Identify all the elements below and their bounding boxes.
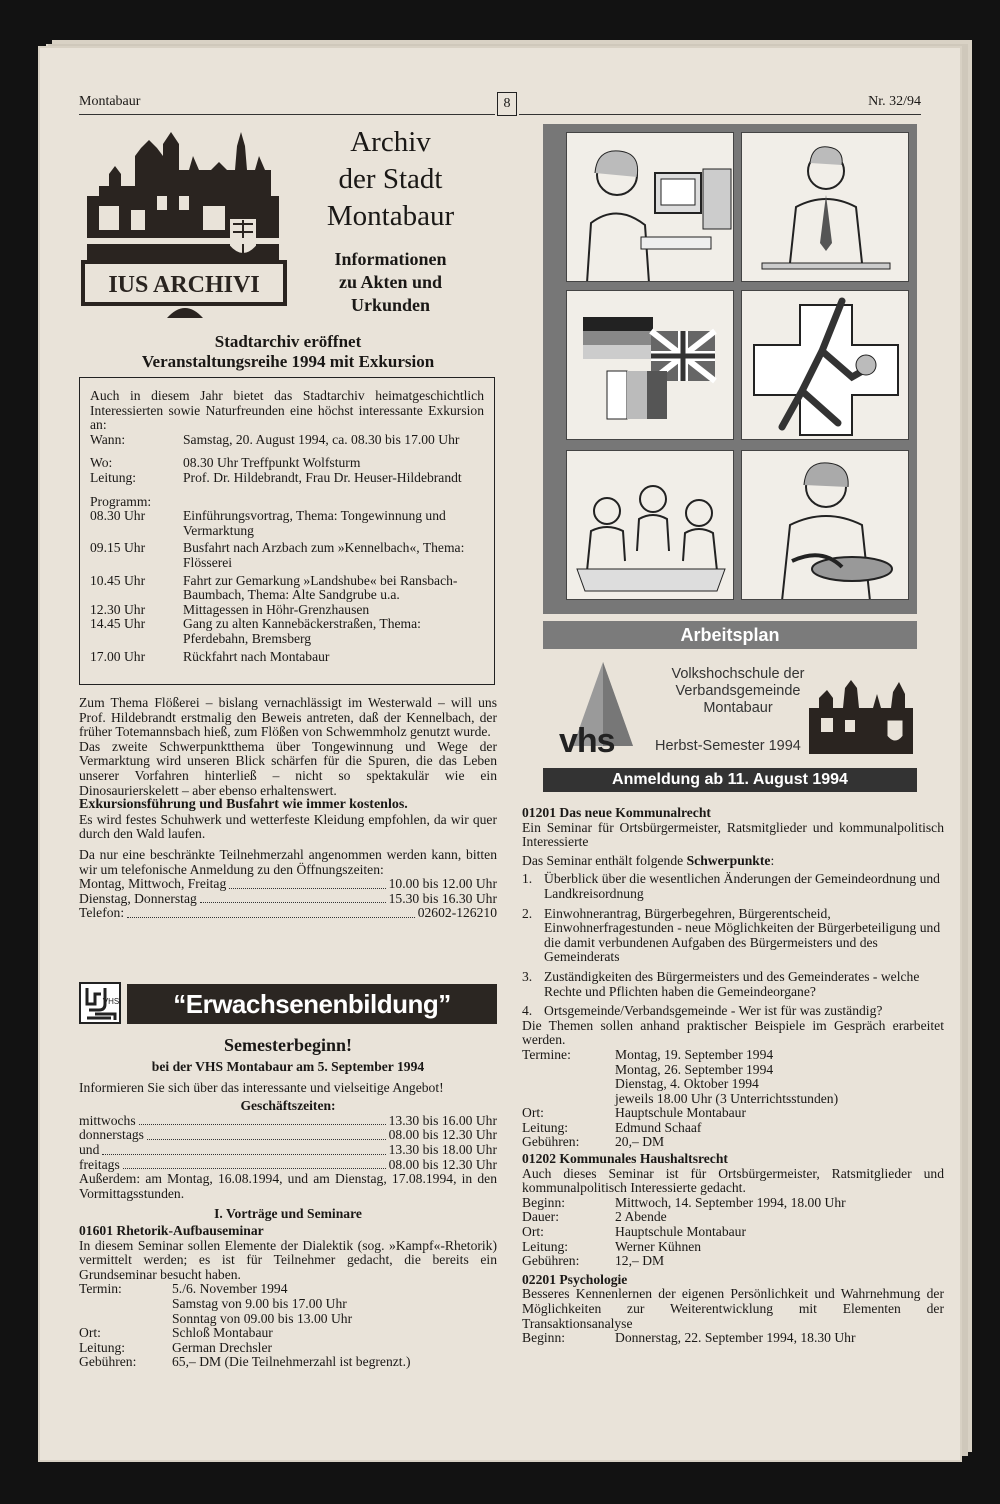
gz-row (79, 1114, 497, 1129)
programm-time: 08.30 Uhr (90, 508, 146, 524)
course-value: Werner Kühnen (615, 1238, 702, 1254)
course-row (522, 1106, 944, 1121)
course-row (522, 1048, 944, 1063)
vhs-name-line: Verbandsgemeinde (675, 683, 801, 699)
course-key: Termine: (522, 1046, 571, 1062)
archive-article-body (79, 696, 497, 921)
archive-subtitle-line: zu Akten und (338, 272, 443, 292)
course-title: 01201 Das neue Kommunalrecht (522, 805, 711, 820)
topic-item (522, 872, 944, 901)
panel-computer-worker (566, 132, 734, 282)
hours-row (79, 877, 497, 892)
vhs-icon (79, 982, 121, 1024)
programm-row (90, 541, 484, 570)
topic-item (522, 970, 944, 999)
course-description: Ein Seminar für Ortsbürgermeister, Ratsmitglieder und kommunalpolitisch Interessierte (522, 819, 944, 850)
panel-group-meeting (566, 450, 734, 600)
topic-number: 4. (522, 1003, 533, 1019)
course-row (522, 1254, 944, 1269)
eb-intro: Informieren Sie sich über das interessante und vielseitige Angebot! (79, 1079, 444, 1095)
hours-day: Telefon: (79, 905, 125, 921)
programm-time: 14.45 Uhr (90, 616, 146, 632)
phone-number: 02602-126210 (417, 905, 497, 921)
course-value: Sonntag von 09.00 bis 13.00 Uhr (172, 1310, 353, 1326)
box-row (90, 456, 484, 471)
course-row (522, 1121, 944, 1136)
course-row (522, 1077, 944, 1092)
course-key (522, 1063, 615, 1078)
course-intro-colon: : (770, 852, 775, 868)
programm-time: 10.45 Uhr (90, 572, 146, 588)
course-value: 12,– DM (615, 1253, 665, 1269)
excursion-box (79, 377, 495, 685)
vhs-icon-text: VHS (102, 997, 119, 1006)
box-key: Wann: (90, 431, 126, 447)
course-value: Mittwoch, 14. September 1994, 18.00 Uhr (615, 1194, 846, 1210)
topic-list (522, 872, 944, 1018)
eb-article (79, 1034, 497, 1370)
programm-row (90, 574, 484, 603)
programm-item: Rückfahrt nach Montabaur (183, 648, 330, 664)
course-value: Hauptschule Montabaur (615, 1224, 746, 1240)
course-value: Schloß Montabaur (172, 1325, 273, 1341)
vhs-name (643, 666, 833, 717)
course-row (522, 1196, 944, 1211)
semester-subheading: bei der VHS Montabaur am 5. September 1994 (151, 1059, 425, 1074)
article-paragraph: Da nur eine beschränkte Teilnehmerzahl angenommen werden kann, bitten wir um telefonische Anmeldung zu den Öffnungszeiten: (79, 846, 497, 877)
course-key: Beginn: (522, 1194, 566, 1210)
course-value: Donnerstag, 22. September 1994, 18.30 Uhr (615, 1330, 856, 1346)
archive-subtitle-line: Informationen (334, 249, 447, 269)
article-paragraph: Das zweite Schwerpunktthema über Tongewinnung und Wege der Vermarktung wird unseren Blick schärfen für die Spuren, die das Leben unserer Vorfahren hinterließ – nicht so spektakulär wie ein Dinosaurierskelett – aber ebenso erhaltenswert. (79, 738, 497, 798)
course-key (79, 1297, 172, 1312)
hours-time: 15.30 bis 16.30 Uhr (388, 890, 497, 906)
box-row (90, 471, 484, 486)
programm-row (90, 603, 484, 618)
header-town: Montabaur (79, 94, 141, 109)
gz-time: 08.00 bis 12.30 Uhr (388, 1156, 497, 1172)
course-row (522, 1225, 944, 1240)
course-value: Montag, 19. September 1994 (615, 1046, 774, 1062)
hours-day: Montag, Mittwoch, Freitag (79, 876, 227, 892)
topic-item (522, 907, 944, 965)
course-description: In diesem Seminar sollen Elemente der Dialektik (sog. »Kampf«-Rhetorik) vermittelt werden; es ist für Teilnehmer gedacht, die bereits ein Grundseminar besucht haben. (79, 1237, 497, 1282)
gz-title: Geschäftszeiten: (240, 1098, 336, 1114)
course-value: 2 Abende (615, 1209, 667, 1225)
programm-row (90, 617, 484, 646)
topic-number: 3. (522, 968, 533, 984)
course-value: Dienstag, 4. Oktober 1994 (615, 1076, 759, 1092)
panel-businessman (741, 132, 909, 282)
topic-text: Zuständigkeiten des Bürgermeisters und des Gemeinderates - welche Rechte und Pflichten haben die Gemeindeorgane? (544, 968, 920, 999)
course-row (79, 1341, 497, 1356)
gz-time: 08.00 bis 12.30 Uhr (388, 1127, 497, 1143)
course-value: Samstag von 9.00 bis 17.00 Uhr (172, 1295, 347, 1311)
panel-cook (741, 450, 909, 600)
vhs-box (543, 654, 917, 766)
programm-label: Programm: (90, 493, 152, 509)
course-key (522, 1077, 615, 1092)
ius-archivi-logo (79, 126, 291, 318)
course-key (79, 1312, 172, 1327)
programm-row (90, 509, 484, 538)
topic-item (522, 1004, 944, 1019)
course-key: Gebühren: (522, 1134, 580, 1150)
vhs-name-line: Montabaur (703, 700, 773, 716)
course-intro-bold: Schwerpunkte (686, 852, 771, 868)
course-key: Leitung: (79, 1339, 126, 1355)
course-title: 01202 Kommunales Haushaltsrecht (522, 1151, 728, 1167)
course-description: Auch dieses Seminar ist für Ortsbürgermeister, Ratsmitglieder und kommunalpolitisch Interessierte gedacht. (522, 1165, 944, 1196)
course-value: Montag, 26. September 1994 (615, 1061, 774, 1077)
article-bold-line: Exkursionsführung und Busfahrt wie immer kostenlos. (79, 797, 408, 813)
programm-item: Fahrt zur Gemarkung »Landshube« bei Ransbach-Baumbach, Thema: Alte Sandgrube u.a. (183, 572, 458, 603)
archive-title-line: der Stadt (338, 163, 443, 195)
gz-day: und (79, 1141, 100, 1157)
course-row (522, 1135, 944, 1150)
course-after: Die Themen sollen anhand praktischer Beispiele im Gespräch erarbeitet werden. (522, 1017, 944, 1048)
vhs-name-line: Volkshochschule der (671, 666, 805, 682)
course-key: Termin: (79, 1281, 122, 1297)
course-row (522, 1063, 944, 1078)
programm-item: Busfahrt nach Arzbach zum »Kennelbach«, Thema: Flösserei (183, 540, 465, 570)
course-row (79, 1326, 497, 1341)
programm-time: 12.30 Uhr (90, 601, 146, 617)
semester-label: Herbst-Semester 1994 (655, 738, 801, 754)
course-value: Edmund Schaaf (615, 1119, 702, 1135)
hours-time: 10.00 bis 12.00 Uhr (388, 876, 497, 892)
box-intro: Auch in diesem Jahr bietet das Stadtarchiv heimatgeschichtlich Interessierten sowie Naturfreunden eine höchst interessante Exkursion an: (90, 388, 484, 433)
box-key: Leitung: (90, 469, 137, 485)
headline-line: Veranstaltungsreihe 1994 mit Exkursion (141, 352, 435, 371)
banner-title: “Erwachsenenbildung” (127, 984, 497, 1024)
arbeitsplan-illustration (543, 124, 917, 614)
box-row (90, 433, 484, 448)
hours-day: Dienstag, Donnerstag (79, 890, 197, 906)
course-value: 5./6. November 1994 (172, 1281, 288, 1297)
course-intro (522, 854, 944, 869)
topic-number: 2. (522, 905, 533, 921)
hours-row (79, 906, 497, 921)
vhs-logo-text: vhs (559, 722, 615, 760)
panel-gymnastics (741, 290, 909, 440)
box-value: 08.30 Uhr Treffpunkt Wolfsturm (183, 455, 361, 471)
course-key: Ort: (79, 1325, 101, 1341)
course-row (79, 1297, 497, 1312)
programm-time: 17.00 Uhr (90, 648, 146, 664)
topic-text: Überblick über die wesentlichen Änderungen der Gemeindeordnung und Landkreisordnung (544, 871, 940, 901)
gz-time: 13.30 bis 16.00 Uhr (388, 1112, 497, 1128)
box-value: Prof. Dr. Hildebrandt, Frau Dr. Heuser-Hildebrandt (183, 469, 462, 485)
course-row (522, 1210, 944, 1225)
course-row (79, 1312, 497, 1327)
gz-row (79, 1158, 497, 1173)
gz-time: 13.30 bis 18.00 Uhr (388, 1141, 497, 1157)
course-row (522, 1092, 944, 1107)
course-intro-text: Das Seminar enthält folgende (522, 852, 687, 868)
logo-text: IUS ARCHIVI (108, 272, 260, 298)
programm-item: Mittagessen in Höhr-Grenzhausen (183, 601, 370, 617)
header-rule-right (519, 114, 921, 115)
archive-title-line: Montabaur (326, 200, 455, 232)
panel-flags (566, 290, 734, 440)
topic-text: Einwohnerantrag, Bürgerbegehren, Bürgerentscheid, Einwohnerfragestunden - neue Möglichkeiten der Bürgerbeteiligung und die damit verbundenen Aufgaben des Bürgermeisters und des Gemeinderats (544, 905, 941, 965)
archive-title (298, 124, 483, 235)
course-title: 02201 Psychologie (522, 1271, 628, 1287)
archive-subtitle-line: Urkunden (350, 295, 431, 315)
course-value: 65,– DM (Die Teilnehmerzahl ist begrenzt.) (172, 1354, 411, 1370)
programm-item: Gang zu alten Kannebäckerstraßen, Thema: Pferdebahn, Bremsberg (183, 616, 421, 646)
anmeldung-bar: Anmeldung ab 11. August 1994 (543, 768, 917, 792)
course-value: Hauptschule Montabaur (615, 1105, 746, 1121)
gz-day: mittwochs (79, 1112, 136, 1128)
header-issue: Nr. 32/94 (868, 94, 921, 109)
gz-row (79, 1128, 497, 1143)
page-number: 8 (497, 92, 517, 116)
programm-row (90, 650, 484, 665)
course-key: Leitung: (522, 1238, 569, 1254)
programm-time: 09.15 Uhr (90, 540, 146, 556)
course-key: Gebühren: (522, 1253, 580, 1269)
course-row (79, 1282, 497, 1297)
erwachsenenbildung-banner (79, 982, 497, 1028)
course-key (522, 1092, 615, 1107)
gz-day: freitags (79, 1156, 120, 1172)
box-key: Wo: (90, 455, 113, 471)
hours-row (79, 892, 497, 907)
article-paragraph: Zum Thema Flößerei – bislang vernachlässigt im Westerwald – will uns Prof. Hildebrandt erstmalig den Beweis antreten, daß der Kennelbach, der früher Totemannsbach hieß, zum Flößen von Schwemmholz genutzt wurde. (79, 695, 497, 740)
headline-line: Stadtarchiv eröffnet (214, 332, 362, 351)
course-description: Besseres Kennenlernen der eigenen Persönlichkeit und Wahrnehmung der Möglichkeiten zur Weiterentwicklung mit Elementen der Transaktionsanalyse (522, 1286, 944, 1331)
course-key: Dauer: (522, 1209, 559, 1225)
course-row (79, 1355, 497, 1370)
archive-headline (79, 332, 497, 372)
topic-number: 1. (522, 871, 533, 887)
course-key: Ort: (522, 1224, 544, 1240)
archive-title-line: Archiv (350, 126, 431, 158)
topic-text: Ortsgemeinde/Verbandsgemeinde - Wer ist für was zuständig? (544, 1003, 883, 1019)
semester-heading: Semesterbeginn! (224, 1035, 352, 1055)
gz-row (79, 1143, 497, 1158)
course-key: Ort: (522, 1105, 544, 1121)
right-courses (522, 806, 944, 1346)
archive-subtitle (298, 248, 483, 317)
course-key: Leitung: (522, 1119, 569, 1135)
course-row (522, 1240, 944, 1255)
course-title: 01601 Rhetorik-Aufbauseminar (79, 1222, 264, 1238)
course-key: Gebühren: (79, 1354, 137, 1370)
course-value: German Drechsler (172, 1339, 273, 1355)
article-paragraph: Es wird festes Schuhwerk und wetterfeste Kleidung empfohlen, da wir quer durch den Wald laufen. (79, 811, 497, 842)
arbeitsplan-bar: Arbeitsplan (543, 621, 917, 649)
programm-item: Einführungsvortrag, Thema: Tongewinnung und Vermarktung (183, 508, 446, 538)
course-key: Beginn: (522, 1330, 566, 1346)
course-value: 20,– DM (615, 1134, 665, 1150)
course-value: jeweils 18.00 Uhr (3 Unterrichtsstunden) (615, 1090, 839, 1106)
course-row (522, 1331, 944, 1346)
ausserdem-note: Außerdem: am Montag, 16.08.1994, und am Dienstag, 17.08.1994, in den Vormittagsstunden. (79, 1171, 497, 1201)
gz-day: donnerstags (79, 1127, 144, 1143)
page-header (79, 92, 921, 118)
section-title: I. Vorträge und Seminare (214, 1206, 362, 1222)
box-value: Samstag, 20. August 1994, ca. 08.30 bis 17.00 Uhr (183, 431, 460, 447)
header-rule-left (79, 114, 495, 115)
